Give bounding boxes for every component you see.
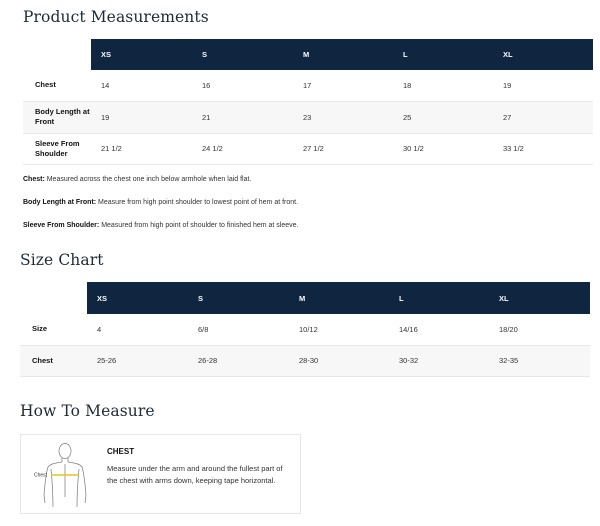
table-cell: 25-26 <box>87 345 188 376</box>
note-term: Chest: <box>23 176 45 183</box>
table-cell: 10/12 <box>289 314 389 345</box>
torso-figure-illustration <box>29 439 101 509</box>
table-cell: 6/8 <box>188 314 289 345</box>
measure-heading: CHEST <box>107 447 135 456</box>
table-cell: 24 1/2 <box>192 133 293 164</box>
table-cell: 17 <box>293 70 393 101</box>
size-chart-title: Size Chart <box>20 251 104 269</box>
row-label: Chest <box>20 345 87 376</box>
table-cell: 23 <box>293 101 393 133</box>
note-term: Body Length at Front: <box>23 199 97 206</box>
table-cell: 16 <box>192 70 293 101</box>
size-header-xs: XS <box>87 282 188 314</box>
table-cell: 19 <box>91 101 192 133</box>
note-term: Sleeve From Shoulder: <box>23 222 100 229</box>
row-label: Size <box>20 314 87 345</box>
table-cell: 27 1/2 <box>293 133 393 164</box>
table-cell: 28-30 <box>289 345 389 376</box>
size-header-l: L <box>389 282 489 314</box>
table-cell: 25 <box>393 101 493 133</box>
size-header-xl: XL <box>489 282 590 314</box>
size-header-row <box>23 39 593 70</box>
table-cell: 14 <box>91 70 192 101</box>
row-label: Body Length at Front <box>23 101 91 133</box>
size-chart-table <box>20 282 590 377</box>
table-cell: 21 <box>192 101 293 133</box>
table-cell: 4 <box>87 314 188 345</box>
table-cell: 30-32 <box>389 345 489 376</box>
size-header-m: M <box>289 282 389 314</box>
chest-note <box>23 176 251 183</box>
table-cell: 27 <box>493 101 593 133</box>
table-row <box>20 345 590 376</box>
body-length-note <box>23 199 298 206</box>
size-header-xl: XL <box>493 39 593 70</box>
note-text: Measured from high point of shoulder to finished hem at sleeve. <box>99 222 299 229</box>
row-label: Chest <box>23 70 91 101</box>
chest-measure-card <box>20 434 301 514</box>
measure-description: Measure under the arm and around the fullest part of the chest with arms down, keeping tape horizontal. <box>107 464 283 485</box>
note-text: Measured across the chest one inch below armhole when laid flat. <box>44 176 252 183</box>
header-spacer <box>23 39 91 70</box>
how-to-measure-title: How To Measure <box>20 402 155 420</box>
table-cell: 32-35 <box>489 345 590 376</box>
table-cell: 30 1/2 <box>393 133 493 164</box>
note-text: Measure from high point shoulder to lowest point of hem at front. <box>96 199 299 206</box>
size-header-row <box>20 282 590 314</box>
table-cell: 14/16 <box>389 314 489 345</box>
table-row <box>23 70 593 101</box>
table-cell: 18/20 <box>489 314 590 345</box>
table-cell: 18 <box>393 70 493 101</box>
size-header-s: S <box>188 282 289 314</box>
size-header-m: M <box>293 39 393 70</box>
product-measurements-title: Product Measurements <box>23 8 209 26</box>
product-measurements-table <box>23 39 593 165</box>
size-header-l: L <box>393 39 493 70</box>
table-cell: 33 1/2 <box>493 133 593 164</box>
sleeve-note <box>23 222 298 229</box>
size-header-s: S <box>192 39 293 70</box>
figure-chest-label: Chest <box>34 472 48 479</box>
size-header-xs: XS <box>91 39 192 70</box>
header-spacer <box>20 282 87 314</box>
table-row <box>20 314 590 345</box>
table-cell: 19 <box>493 70 593 101</box>
table-cell: 21 1/2 <box>91 133 192 164</box>
table-cell: 26-28 <box>188 345 289 376</box>
table-row <box>23 101 593 133</box>
row-label: Sleeve From Shoulder <box>23 133 91 164</box>
table-row <box>23 133 593 164</box>
